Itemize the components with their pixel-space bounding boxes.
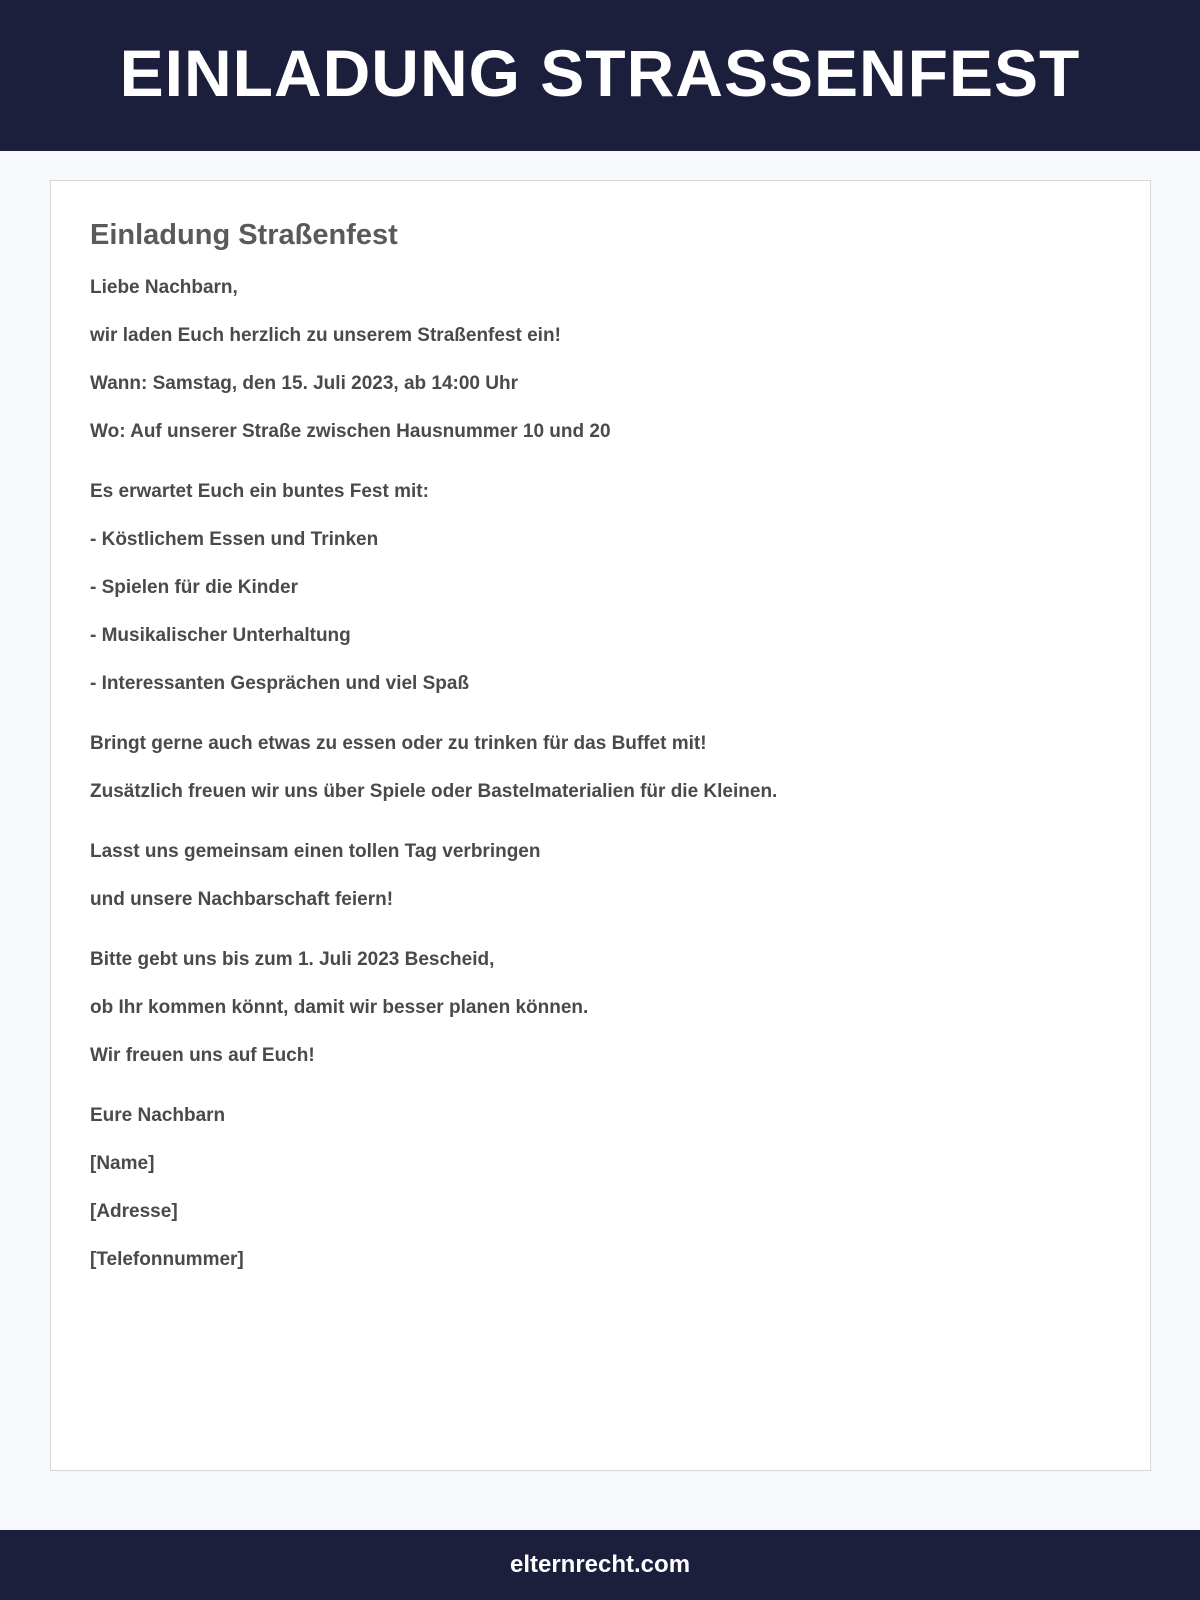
buffet-line: Bringt gerne auch etwas zu essen oder zu trinken für das Buffet mit!	[90, 733, 707, 754]
greeting: Liebe Nachbarn,	[90, 277, 238, 298]
together-line: Lasst uns gemeinsam einen tollen Tag verbringen	[90, 841, 541, 862]
list-item: - Interessanten Gesprächen und viel Spaß	[90, 673, 470, 694]
list-item: - Musikalischer Unterhaltung	[90, 625, 351, 646]
when-line: Wann: Samstag, den 15. Juli 2023, ab 14:00 Uhr	[90, 373, 519, 394]
phone-placeholder: [Telefonnummer]	[90, 1249, 244, 1270]
name-placeholder: [Name]	[90, 1153, 155, 1174]
address-placeholder: [Adresse]	[90, 1201, 178, 1222]
expect-line: Es erwartet Euch ein buntes Fest mit:	[90, 481, 429, 502]
rsvp-detail-line: ob Ihr kommen könnt, damit wir besser planen können.	[90, 997, 589, 1018]
closing-line: Wir freuen uns auf Euch!	[90, 1045, 315, 1066]
list-item: - Spielen für die Kinder	[90, 577, 298, 598]
header-title: EINLADUNG STRASSENFEST	[119, 35, 1081, 110]
document-title: Einladung Straßenfest	[90, 219, 398, 251]
celebrate-line: und unsere Nachbarschaft feiern!	[90, 889, 394, 910]
rsvp-line: Bitte gebt uns bis zum 1. Juli 2023 Bescheid,	[90, 949, 495, 970]
invitation-card	[50, 180, 1151, 1471]
intro-line: wir laden Euch herzlich zu unserem Straßenfest ein!	[90, 325, 561, 346]
materials-line: Zusätzlich freuen wir uns über Spiele oder Bastelmaterialien für die Kleinen.	[90, 781, 778, 802]
list-item: - Köstlichem Essen und Trinken	[90, 529, 379, 550]
where-line: Wo: Auf unserer Straße zwischen Hausnummer 10 und 20	[90, 421, 611, 442]
page-footer	[0, 1530, 1200, 1600]
signature-line: Eure Nachbarn	[90, 1105, 226, 1126]
page-header	[0, 0, 1200, 151]
footer-site: elternrecht.com	[509, 1551, 691, 1578]
